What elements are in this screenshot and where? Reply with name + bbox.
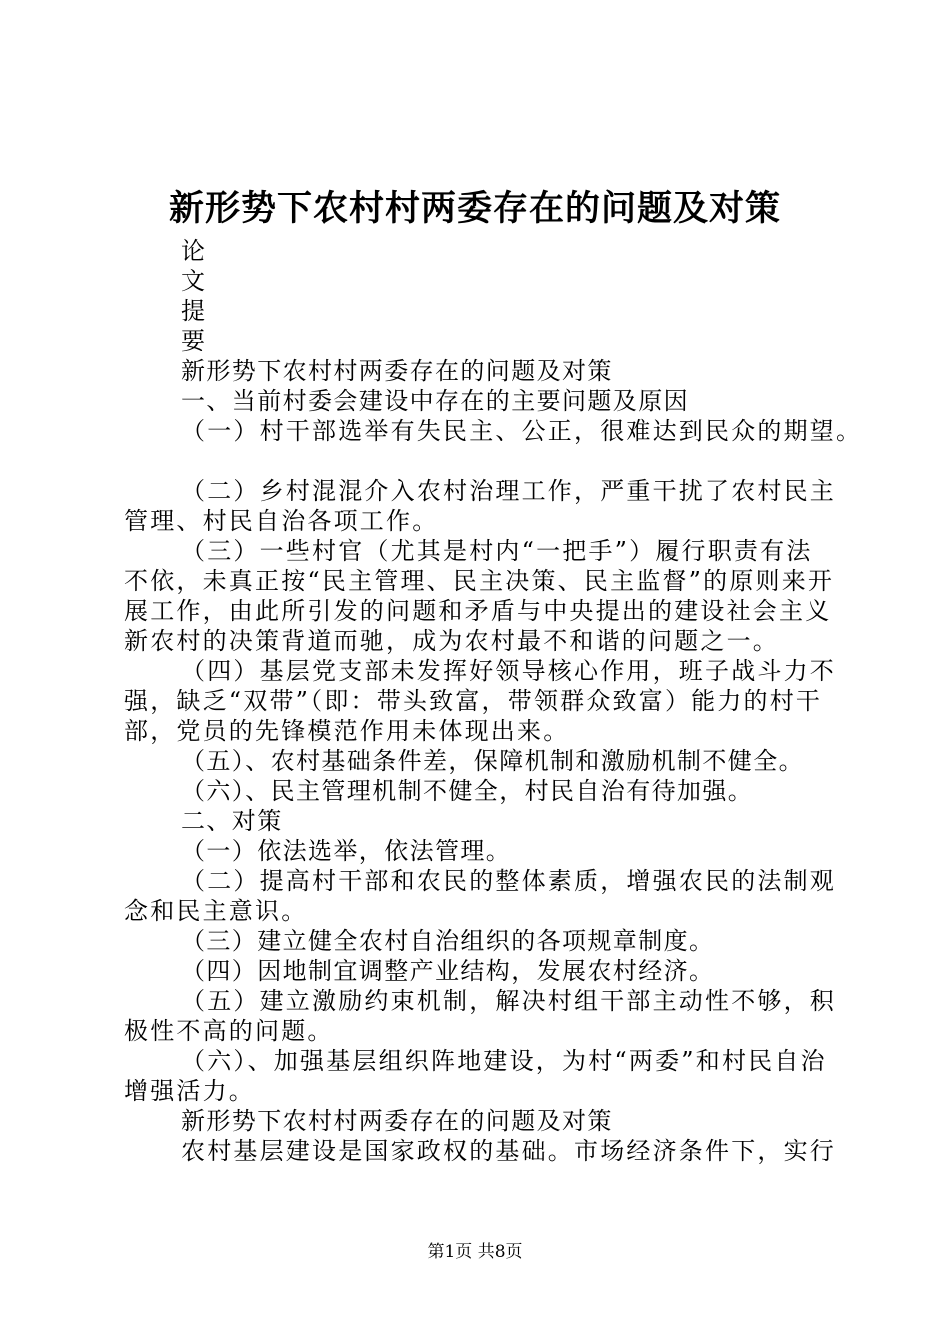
abstract-char: 论 xyxy=(181,237,207,265)
document-title: 新形势下农村村两委存在的问题及对策 xyxy=(168,188,781,229)
paragraph: （五）、农村基础条件差，保障机制和激励机制不健全。 xyxy=(181,747,804,775)
document-body xyxy=(124,236,863,1166)
paragraph: （四）因地制宜调整产业结构，发展农村经济。 xyxy=(181,957,715,985)
page-footer: 第1页 共8页 xyxy=(427,1242,523,1262)
abstract-char: 要 xyxy=(181,327,207,355)
paragraph: （六）、加强基层组织阵地建设，为村“两委”和村民自治增强活力。 xyxy=(124,1047,827,1105)
abstract-char: 文 xyxy=(181,267,207,295)
section-title-repeat: 新形势下农村村两委存在的问题及对策 xyxy=(181,1107,613,1135)
paragraph: （五）建立激励约束机制，解决村组干部主动性不够，积极性不高的问题。 xyxy=(124,987,836,1045)
paragraph: 农村基层建设是国家政权的基础。市场经济条件下，实行 xyxy=(181,1137,836,1165)
paragraph: （一）村干部选举有失民主、公正，很难达到民众的期望。 xyxy=(181,417,863,445)
paragraph: （六）、民主管理机制不健全，村民自治有待加强。 xyxy=(181,777,754,805)
paragraph: （四）基层党支部未发挥好领导核心作用，班子战斗力不强，缺乏“双带”（即：带头致富，带领群众致富）能力的村干部，党员的先锋模范作用未体现出来。 xyxy=(124,657,836,745)
subtitle: 新形势下农村村两委存在的问题及对策 xyxy=(181,357,613,385)
paragraph: （一）依法选举，依法管理。 xyxy=(181,837,512,865)
paragraph: （二）提高村干部和农民的整体素质，增强农民的法制观念和民主意识。 xyxy=(124,867,836,925)
paragraph: （三）一些村官（尤其是村内“一把手”）履行职责有法不依，未真正按“民主管理、民主决策、民主监督”的原则来开展工作，由此所引发的问题和矛盾与中央提出的建设社会主义新农村的决策背道而驰，成为农村最不和谐的问题之一。 xyxy=(124,537,835,655)
paragraph: （二）乡村混混介入农村治理工作，严重干扰了农村民主管理、村民自治各项工作。 xyxy=(124,477,836,535)
paragraph: （三）建立健全农村自治组织的各项规章制度。 xyxy=(181,927,715,955)
blank-line xyxy=(124,446,836,476)
section-heading: 二、对策 xyxy=(181,807,283,835)
section-heading: 一、当前村委会建设中存在的主要问题及原因 xyxy=(181,387,689,415)
abstract-char: 提 xyxy=(181,297,207,325)
